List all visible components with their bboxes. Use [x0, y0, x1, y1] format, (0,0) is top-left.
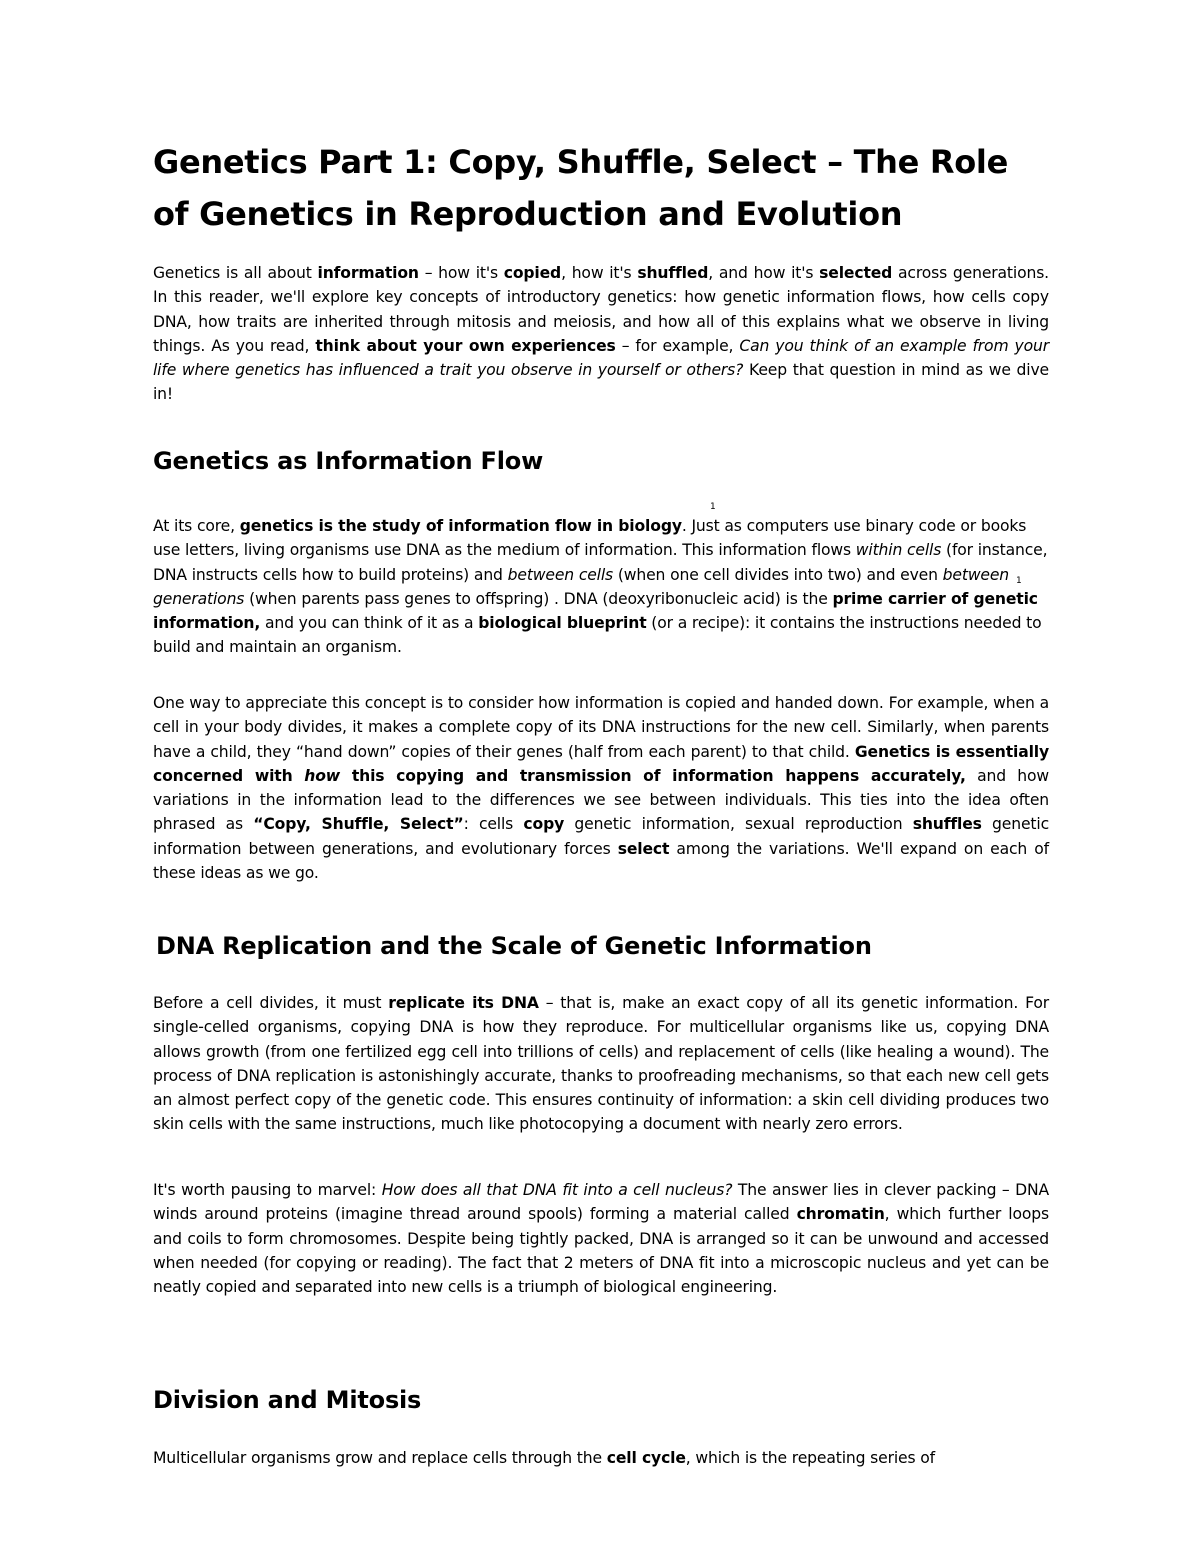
text-run: – for example, [615, 336, 740, 355]
italic-run: Can you think of an example from your life where genetics has influenced a trait you observe in yourself or others? [153, 336, 1049, 380]
bold-run: replicate its DNA [388, 994, 539, 1012]
bold-run: this copying and transmission of information happens accurately, [340, 766, 966, 785]
bold-run: select [617, 839, 670, 858]
text-run: The answer lies in clever packing – DNA winds around proteins (imagine thread around spools) forming a material called [153, 1181, 1049, 1224]
text-run: . Just as computers use binary code or books use letters, living organisms use DNA as the medium of information. This information flows [153, 517, 1027, 560]
information-flow-paragraph-2 [153, 691, 1049, 885]
dna-replication-paragraph-2 [153, 1178, 1049, 1299]
bold-run: chromatin [796, 1205, 885, 1224]
italic-run: between generations [153, 565, 1010, 608]
italic-run: How does all that DNA fit into a cell nucleus? [381, 1181, 733, 1199]
text-run: and you can think of it as a [260, 614, 479, 633]
footnote-marker[interactable]: 1 [710, 502, 716, 512]
text-run: (when one cell divides into two) and even [613, 565, 943, 584]
bold-run: “Copy, Shuffle, Select” [253, 815, 464, 834]
bold-italic-run: how [304, 766, 341, 785]
text-run: Genetics is all about [153, 264, 318, 282]
mitosis-paragraph-1 [153, 1446, 1049, 1470]
text-run: , how it's [561, 264, 638, 282]
text-run: , which is the repeating series of [685, 1449, 936, 1467]
footnote-marker[interactable]: 1 [1016, 576, 1022, 586]
bold-run: cell cycle [606, 1449, 686, 1467]
text-run: : cells [463, 815, 524, 834]
intro-paragraph [153, 261, 1049, 407]
text-run: At its core, [153, 517, 240, 535]
text-run: One way to appreciate this concept is to consider how information is copied and handed down. For example, when a cell in your body divides, it makes a complete copy of its DNA instructions for the new cell. Similarly, when parents have a child, they “hand down” copies of their genes (half from each parent) to that child. [153, 694, 1049, 761]
italic-run: between cells [507, 565, 614, 584]
text-run: (when parents pass genes to offspring) . DNA (deoxyribonucleic acid) is the [244, 589, 833, 608]
text-run: Keep that question in mind as we dive in! [153, 361, 1049, 404]
bold-run: Genetics is essentially concerned with [153, 742, 1050, 785]
dna-replication-paragraph-1 [153, 991, 1049, 1137]
text-run: genetic information, sexual reproduction [564, 815, 913, 834]
text-run: , and how it's [708, 264, 820, 282]
bold-run: shuffled [637, 264, 709, 282]
text-run: Multicellular organisms grow and replace cells through the [153, 1449, 607, 1467]
text-run: and how variations in the information lead to the differences we see between individuals. This ties into the idea often phrased as [153, 766, 1049, 834]
bold-run: shuffles [912, 815, 982, 834]
italic-run: within cells [855, 541, 942, 560]
text-run: Before a cell divides, it must [153, 994, 389, 1012]
bold-run: copy [523, 815, 565, 834]
text-run: It's worth pausing to marvel: [153, 1181, 382, 1199]
document-title: Genetics Part 1: Copy, Shuffle, Select – The Role of Genetics in Reproduction and Evolution [153, 143, 1008, 233]
bold-run: information [317, 264, 419, 282]
text-run: – how it's [418, 264, 504, 282]
bold-run: genetics is the study of information flow in biology [239, 517, 682, 535]
text-run: (for instance, DNA instructs cells how to build proteins) and [153, 541, 1048, 584]
section-heading-dna-replication: DNA Replication and the Scale of Genetic Information [156, 932, 872, 960]
text-run: genetic information between generations, and evolutionary forces [153, 815, 1049, 858]
section-heading-mitosis: Division and Mitosis [153, 1386, 422, 1414]
text-run: , which further loops and coils to form chromosomes. Despite being tightly packed, DNA is arranged so it can be unwound and accessed when needed (for copying or reading). The fact that 2 meters of DNA fit into a microscopic nucleus and yet can be neatly copied and separated into new cells is a triumph of biological engineering. [153, 1205, 1049, 1297]
bold-run: selected [819, 264, 893, 282]
text-run: across generations. In this reader, we'll explore key concepts of introductory genetics: how genetic information flows, how cells copy DNA, how traits are inherited through mitosis and meiosis, and how all of this explains what we observe in living things. As you read, [153, 264, 1049, 355]
text-run: – that is, make an exact copy of all its genetic information. For single-celled organisms, copying DNA is how they reproduce. For multicellular organisms like us, copying DNA allows growth (from one fertilized egg cell into trillions of cells) and replacement of cells (like healing a wound). The process of DNA replication is astonishingly accurate, thanks to proofreading mechanisms, so that each new cell gets an almost perfect copy of the genetic code. This ensures continuity of information: a skin cell dividing produces two skin cells with the same instructions, much like photocopying a document with nearly zero errors. [153, 994, 1049, 1134]
bold-run: think about your own experiences [315, 336, 616, 355]
text-run: among the variations. We'll expand on each of these ideas as we go. [153, 839, 1050, 883]
bold-run: prime carrier of genetic information, [153, 589, 1038, 633]
section-heading-information-flow: Genetics as Information Flow [153, 447, 544, 475]
bold-run: biological blueprint [478, 614, 647, 633]
information-flow-paragraph-1 [153, 514, 1049, 660]
text-run: (or a recipe): it contains the instructions needed to build and maintain an organism. [153, 614, 1042, 657]
bold-run: copied [503, 264, 562, 282]
